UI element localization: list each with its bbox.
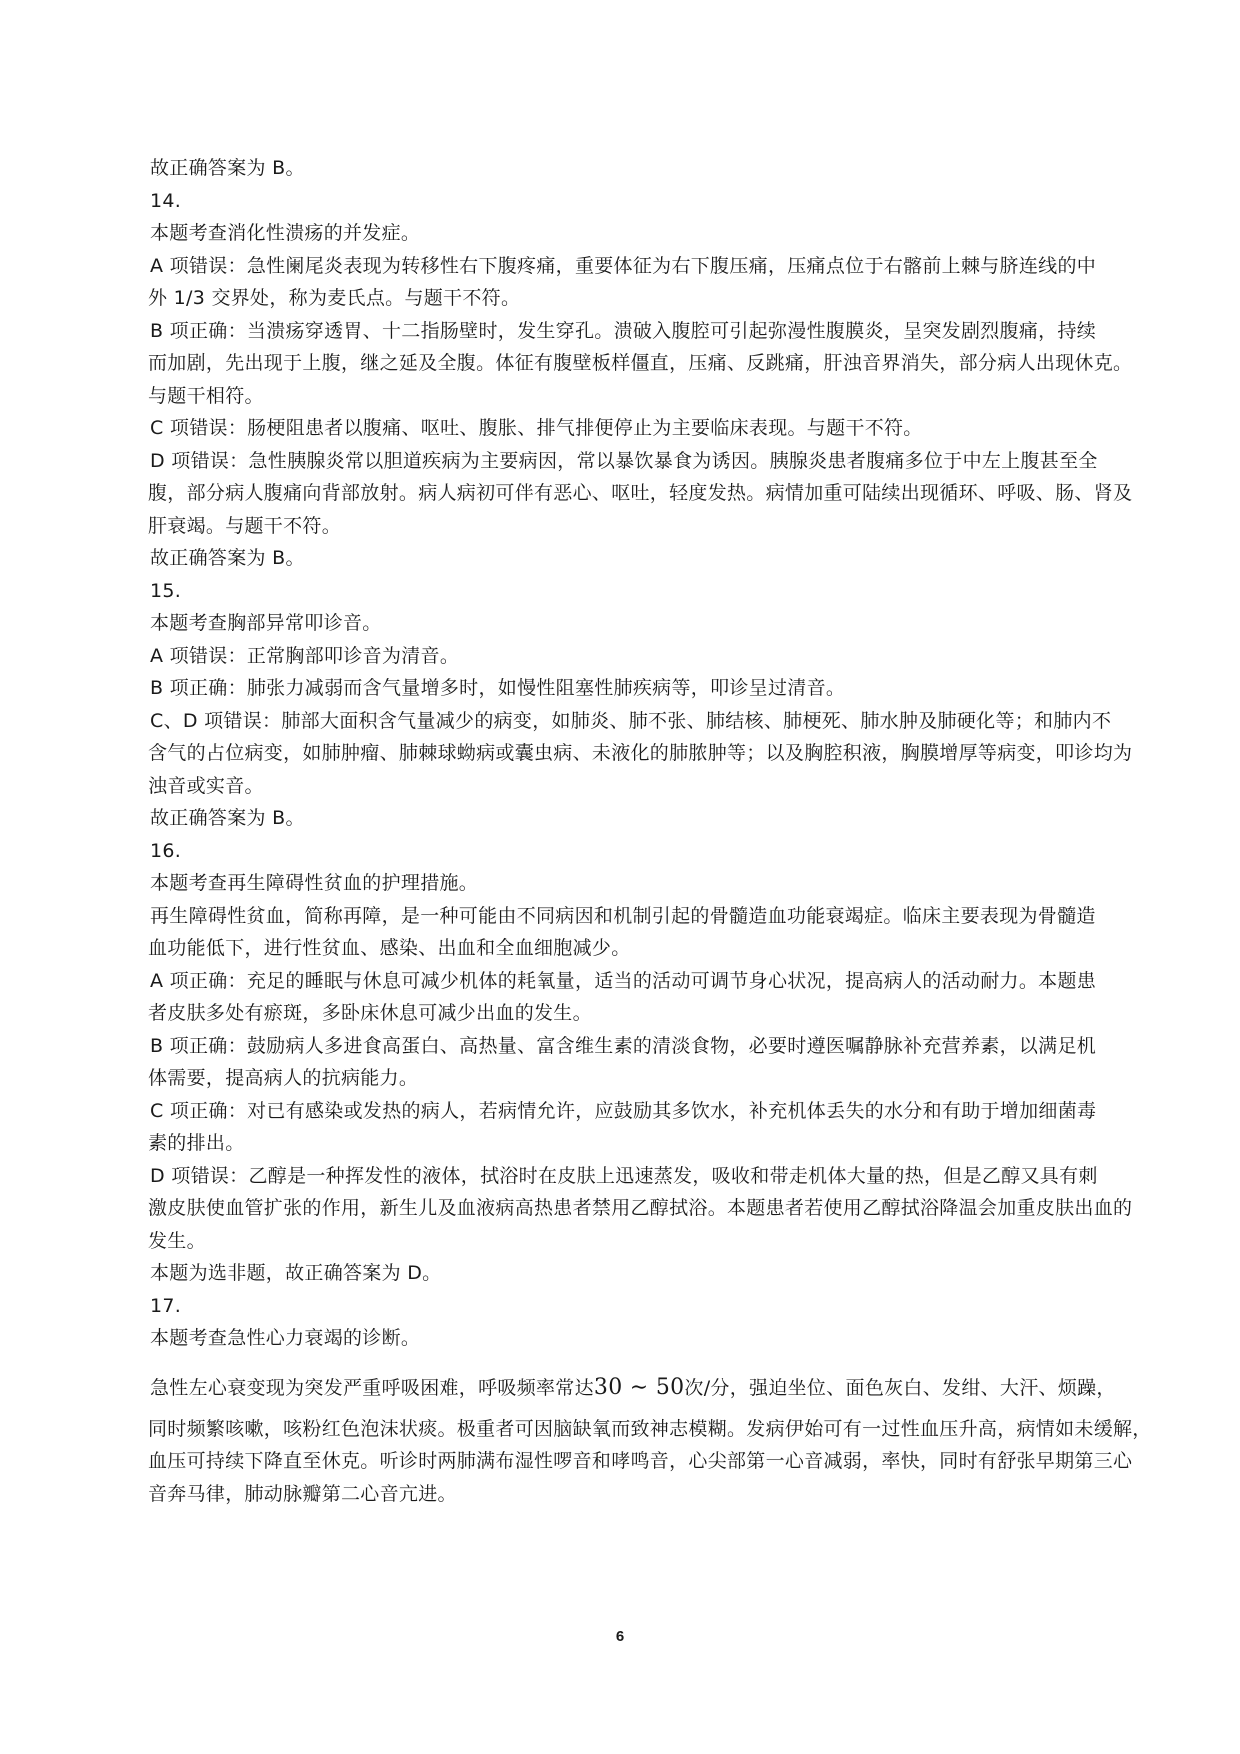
question-number: 14.: [150, 189, 182, 212]
page-number: 6: [615, 1628, 625, 1645]
topic-line: 本题考查再生障碍性贫血的护理措施。: [150, 872, 479, 894]
option-b-text: B 项正确：鼓励病人多进食高蛋白、高热量、富含维生素的清淡食物，必要时遵医嘱静脉补充营养素，以满足机: [150, 1034, 1097, 1057]
option-cd-text-cont: 含气的占位病变，如肺肿瘤、肺棘球蚴病或囊虫病、未液化的肺脓肿等；以及胸腔积液，胸膜增厚等病变，叩诊均为: [148, 742, 1133, 764]
intro-text-cont: 血功能低下，进行性贫血、感染、出血和全血细胞减少。: [148, 937, 631, 959]
topic-line: 本题考查急性心力衰竭的诊断。: [150, 1327, 421, 1349]
option-d-text-cont: 腹，部分病人腹痛向背部放射。病人病初可伴有恶心、呕吐，轻度发热。病情加重可陆续出现循环、呼吸、肠、肾及: [148, 482, 1133, 504]
option-cd-text: C、D 项错误：肺部大面积含气量减少的病变，如肺炎、肺不张、肺结核、肺梗死、肺水肿及肺硬化等；和肺内不: [150, 709, 1112, 732]
option-d-text-cont: 激皮肤使血管扩张的作用，新生儿及血液病高热患者禁用乙醇拭浴。本题患者若使用乙醇拭浴降温会加重皮肤出血的: [148, 1197, 1133, 1219]
answer-line: 故正确答案为 B。: [150, 157, 305, 179]
option-a-text: A 项错误：正常胸部叩诊音为清音。: [150, 644, 460, 667]
option-a-text: A 项正确：充足的睡眠与休息可减少机体的耗氧量，适当的活动可调节身心状况，提高病人的活动耐力。本题患: [150, 969, 1097, 992]
text: 次/分，强迫坐位、面色灰白、发绀、大汗、烦躁，: [684, 1376, 1116, 1399]
option-a-text-cont: 外 1/3 交界处，称为麦氏点。与题干不符。: [148, 287, 521, 309]
option-c-text-cont: 素的排出。: [148, 1132, 245, 1154]
topic-line: 本题考查胸部异常叩诊音。: [150, 612, 382, 634]
option-a-text: A 项错误：急性阑尾炎表现为转移性右下腹疼痛，重要体征为右下腹压痛，压痛点位于右髂前上棘与脐连线的中: [150, 254, 1097, 277]
question-number: 15.: [150, 579, 182, 602]
option-d-text-cont: 肝衰竭。与题干不符。: [148, 514, 342, 537]
option-b-text-cont: 体需要，提高病人的抗病能力。: [148, 1067, 419, 1089]
option-b-text-cont: 而加剧，先出现于上腹，继之延及全腹。体征有腹壁板样僵直，压痛、反跳痛，肝浊音界消失，部分病人出现休克。: [148, 352, 1133, 374]
option-a-text-cont: 者皮肤多处有瘀斑，多卧床休息可减少出血的发生。: [148, 1002, 592, 1024]
option-d-text: D 项错误：乙醇是一种挥发性的液体，拭浴时在皮肤上迅速蒸发，吸收和带走机体大量的热，但是乙醇又具有刺: [150, 1164, 1098, 1187]
math-range: 30 ∼ 50: [593, 1374, 685, 1400]
option-cd-text-cont: 浊音或实音。: [148, 774, 264, 797]
text: 急性左心衰变现为突发严重呼吸困难，呼吸频率常达: [150, 1376, 594, 1399]
document-body: [148, 152, 1152, 1510]
answer-line: 故正确答案为 B。: [150, 547, 305, 569]
intro-text: 再生障碍性贫血，简称再障，是一种可能由不同病因和机制引起的骨髓造血功能衰竭症。临床主要表现为骨髓造: [150, 904, 1096, 927]
q17-paragraph-line2: 同时频繁咳嗽，咳粉红色泡沫状痰。极重者可因脑缺氧而致神志模糊。发病伊始可有一过性血压升高，病情如未缓解，: [148, 1417, 1152, 1440]
option-c-text: C 项正确：对已有感染或发热的病人，若病情允许，应鼓励其多饮水，补充机体丢失的水分和有助于增加细菌毒: [150, 1099, 1097, 1122]
q17-paragraph-line4: 音奔马律，肺动脉瓣第二心音亢进。: [148, 1482, 457, 1505]
spacer: [150, 1355, 1125, 1369]
option-d-text-cont: 发生。: [148, 1229, 206, 1252]
answer-line: 本题为选非题，故正确答案为 D。: [150, 1262, 442, 1284]
option-b-text-cont: 与题干相符。: [148, 384, 264, 407]
q17-paragraph-line3: 血压可持续下降直至休克。听诊时两肺满布湿性啰音和哮鸣音，心尖部第一心音减弱，率快，同时有舒张早期第三心: [148, 1450, 1133, 1472]
question-number: 16.: [150, 839, 182, 862]
topic-line: 本题考查消化性溃疡的并发症。: [150, 222, 421, 244]
answer-line: 故正确答案为 B。: [150, 807, 305, 829]
q17-paragraph-line1: [150, 1369, 1125, 1407]
option-c-text: C 项错误：肠梗阻患者以腹痛、呕吐、腹胀、排气排便停止为主要临床表现。与题干不符。: [150, 417, 923, 439]
option-b-text: B 项正确：当溃疡穿透胃、十二指肠壁时，发生穿孔。溃破入腹腔可引起弥漫性腹膜炎，呈突发剧烈腹痛，持续: [150, 319, 1097, 342]
option-d-text: D 项错误：急性胰腺炎常以胆道疾病为主要病因，常以暴饮暴食为诱因。胰腺炎患者腹痛多位于中左上腹甚至全: [150, 449, 1098, 472]
option-b-text: B 项正确：肺张力减弱而含气量增多时，如慢性阻塞性肺疾病等，叩诊呈过清音。: [150, 677, 846, 699]
question-number: 17.: [150, 1294, 182, 1317]
